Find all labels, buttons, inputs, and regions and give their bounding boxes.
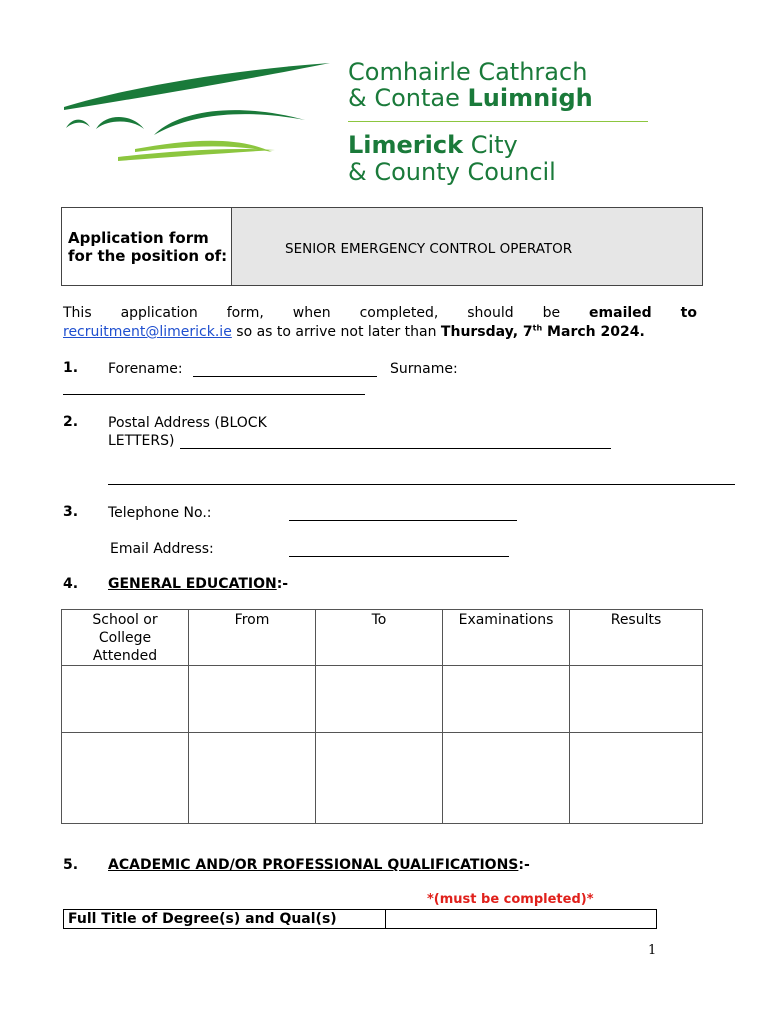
logo-irish-line2-prefix: & Contae [348, 84, 468, 112]
forename-label: Forename: [108, 361, 183, 377]
table-cell[interactable] [443, 666, 570, 733]
logo-english-line1 [348, 133, 518, 157]
column-header: School or College Attended [62, 610, 189, 666]
qualifications-heading [108, 857, 530, 873]
surname-field[interactable] [63, 394, 365, 395]
intro-word-to: to [680, 305, 697, 321]
swoosh-logo-icon [60, 55, 340, 175]
table-row [62, 733, 703, 824]
intro-word: when [292, 305, 331, 321]
position-title: SENIOR EMERGENCY CONTROL OPERATOR [285, 241, 573, 257]
table-cell[interactable] [189, 666, 316, 733]
qualifications-row-label: Full Title of Degree(s) and Qual(s) [68, 911, 337, 927]
column-header: Examinations [443, 610, 570, 666]
table-cell[interactable] [443, 733, 570, 824]
logo-irish-line1: Comhairle Cathrach [348, 58, 588, 86]
telephone-label: Telephone No.: [108, 505, 212, 521]
intro-word: application [120, 305, 198, 321]
intro-word: be [542, 305, 561, 321]
table-cell[interactable] [316, 666, 443, 733]
section-4-number: 4. [63, 576, 79, 592]
table-cell[interactable] [316, 733, 443, 824]
table-header-row [62, 610, 703, 666]
title-label-cell [62, 208, 232, 285]
intro-paragraph [63, 304, 697, 342]
intro-word: should [467, 305, 514, 321]
qualifications-divider [385, 910, 386, 928]
postal-address-field-line2[interactable] [108, 484, 735, 485]
logo-irish-line2-bold: Luimnigh [467, 84, 593, 112]
table-cell[interactable] [570, 733, 703, 824]
table-cell[interactable] [62, 733, 189, 824]
postal-address-field-line1[interactable] [180, 448, 611, 449]
column-header: To [316, 610, 443, 666]
recruitment-email-link[interactable]: recruitment@limerick.ie [63, 324, 232, 340]
page-number: 1 [648, 943, 657, 958]
deadline-date-suffix: th [532, 323, 543, 333]
general-education-heading-suffix: :- [276, 576, 289, 592]
table-cell[interactable] [189, 733, 316, 824]
logo-divider [348, 121, 648, 122]
table-cell[interactable] [62, 666, 189, 733]
deadline-date-main: Thursday, 7 [440, 324, 533, 340]
qualifications-heading-suffix: :- [518, 857, 530, 873]
logo-irish-line2 [348, 86, 593, 110]
postal-address-label-line1: Postal Address (BLOCK [108, 415, 267, 431]
section-2-number: 2. [63, 414, 79, 430]
intro-middle: so as to arrive not later than [231, 324, 441, 340]
section-3-number: 3. [63, 504, 79, 520]
deadline-date-rest: March 2024. [542, 324, 645, 340]
forename-field[interactable] [193, 376, 377, 377]
section-5-number: 5. [63, 857, 79, 873]
intro-word: completed, [359, 305, 439, 321]
column-header: From [189, 610, 316, 666]
required-note: *(must be completed)* [427, 892, 594, 907]
email-field[interactable] [289, 556, 509, 557]
general-education-heading [108, 576, 288, 592]
section-1-number: 1. [63, 360, 79, 376]
postal-address-label-line2: LETTERS) [108, 433, 175, 449]
logo-english-line1-bold: Limerick [348, 131, 464, 159]
intro-word: This [63, 305, 92, 321]
email-label: Email Address: [110, 541, 214, 557]
table-row [62, 666, 703, 733]
intro-word: form, [226, 305, 264, 321]
qualifications-table [63, 909, 657, 929]
intro-word-emailed: emailed [589, 305, 652, 321]
qualifications-heading-text: ACADEMIC AND/OR PROFESSIONAL QUALIFICATIONS [108, 857, 519, 873]
title-box [61, 207, 703, 286]
education-table [61, 609, 703, 824]
surname-label: Surname: [390, 361, 458, 377]
general-education-heading-text: GENERAL EDUCATION [108, 576, 277, 592]
column-header: Results [570, 610, 703, 666]
logo-english-line1-rest: City [463, 131, 518, 159]
table-cell[interactable] [570, 666, 703, 733]
title-position-cell [232, 208, 702, 285]
logo-english-line2: & County Council [348, 158, 556, 186]
telephone-field[interactable] [289, 520, 517, 521]
deadline-date [441, 324, 645, 340]
title-label: Application form for the position of: [68, 229, 228, 265]
